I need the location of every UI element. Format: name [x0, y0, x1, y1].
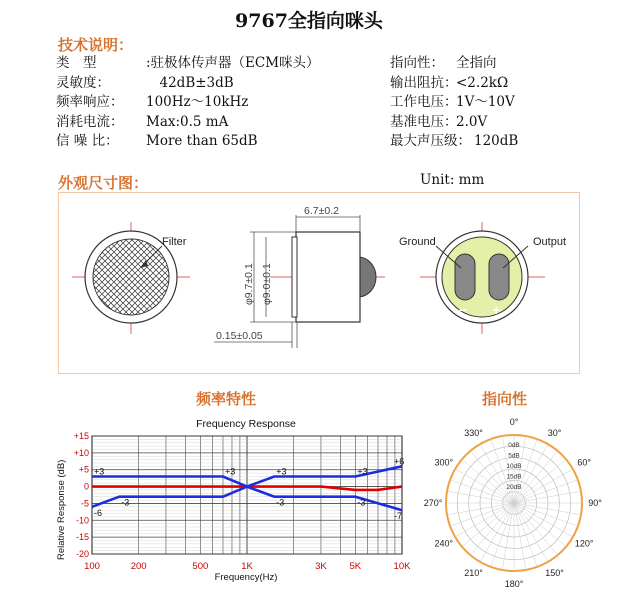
polar-angle-label: 270° — [423, 498, 443, 508]
series-annotation: -3 — [357, 497, 366, 508]
unit-label: Unit: mm — [420, 172, 485, 188]
polar-angle-label: 240° — [434, 538, 454, 549]
polar-angle-label: 30° — [547, 427, 562, 438]
y-tick-label: 0 — [83, 481, 89, 492]
series-annotation: -3 — [121, 497, 130, 508]
series-annotation: -7 — [394, 511, 403, 522]
dim-inner: φ9.0±0.1 — [261, 263, 273, 305]
y-tick-label: -15 — [75, 532, 89, 543]
spec-label: 频率响应： — [56, 94, 124, 110]
dim-outer: φ9.7±0.1 — [243, 263, 255, 305]
dim-thickness: 0.15±0.05 — [216, 330, 263, 342]
spec-label: 输出阻抗： — [390, 74, 458, 91]
spec-value: :驻极体传声器（ECM咪头） — [146, 55, 320, 71]
spec-value: 1V～10V — [456, 94, 515, 110]
spec-label: 灵敏度： — [56, 74, 110, 91]
spec-label: 最大声压级： — [390, 133, 471, 149]
spec-value: 2.0V — [456, 113, 488, 130]
spec-value: Max:0.5 mA — [146, 113, 229, 130]
spec-label: 信 噪 比： — [56, 133, 119, 149]
series-annotation: -6 — [94, 507, 103, 518]
spec-value: 42dB±3dB — [146, 74, 234, 91]
y-axis-label: Relative Response (dB) — [56, 459, 67, 560]
x-axis-label: Frequency(Hz) — [214, 572, 278, 583]
spec-label: 消耗电流： — [56, 113, 124, 130]
series-annotation: +3 — [224, 466, 236, 477]
polar-ring-label: 10dB — [506, 463, 522, 470]
polar-angle-label: 330° — [464, 427, 483, 438]
polar-angle-label: 150° — [545, 568, 564, 579]
polar-ring-label: 15dB — [506, 473, 522, 481]
spec-value: More than 65dB — [146, 133, 258, 149]
spec-label: 指向性： — [390, 55, 444, 71]
spec-value: <2.2kΩ — [456, 74, 509, 91]
series-annotation: +6 — [394, 456, 405, 467]
series-annotation: +3 — [276, 466, 287, 477]
page-title: 9767全指向咪头 — [235, 10, 383, 32]
x-tick-label: 5K — [349, 561, 362, 572]
y-tick-label: +10 — [73, 447, 89, 458]
polar-ring-label: 0dB — [508, 442, 520, 449]
minus-sign: − — [459, 302, 468, 318]
section-dims-title: 外观尺寸图： — [58, 174, 149, 192]
x-tick-label: 100 — [84, 561, 100, 572]
section-freq-title: 频率特性 — [196, 390, 257, 408]
y-tick-label: -20 — [75, 549, 89, 559]
polar-angle-label: 300° — [434, 457, 454, 468]
spec-value: 100Hz～10kHz — [146, 94, 249, 110]
dim-length: 6.7±0.2 — [304, 205, 339, 217]
spec-value: 120dB — [474, 133, 519, 149]
polar-angle-label: 210° — [464, 568, 483, 579]
polar-angle-label: 120° — [574, 538, 594, 549]
spec-value: 全指向 — [456, 55, 497, 71]
y-tick-label: -5 — [80, 498, 89, 509]
polar-ring-label: 20dB — [506, 484, 522, 491]
spec-label: 类 型 — [56, 55, 97, 71]
ground-label: Ground — [399, 236, 436, 248]
spec-label: 基准电压： — [390, 113, 458, 130]
y-tick-label: -10 — [75, 515, 89, 526]
polar-ring-label: 5dB — [508, 452, 520, 460]
polar-angle-label: 60° — [577, 457, 591, 468]
polar-angle-label: 90° — [588, 498, 602, 508]
section-polar-title: 指向性 — [482, 390, 528, 408]
spec-label: 工作电压： — [390, 94, 458, 110]
filter-label: Filter — [162, 236, 187, 248]
x-tick-label: 3K — [315, 561, 327, 572]
x-tick-label: 10K — [393, 561, 411, 572]
polar-angle-label: 180° — [504, 579, 524, 589]
series-annotation: +3 — [357, 466, 368, 477]
x-tick-label: 1K — [241, 561, 253, 572]
x-tick-label: 500 — [192, 561, 209, 572]
y-tick-label: +5 — [78, 464, 89, 475]
y-tick-label: +15 — [73, 431, 89, 441]
output-label: Output — [533, 236, 567, 248]
polar-angle-label: 0° — [509, 417, 519, 427]
series-annotation: -3 — [276, 497, 285, 508]
series-annotation: +3 — [94, 466, 105, 477]
plus-sign: + — [492, 302, 501, 318]
chart-title: Frequency Response — [196, 418, 296, 430]
x-tick-label: 200 — [130, 561, 147, 572]
section-tech-title: 技术说明： — [58, 36, 134, 54]
